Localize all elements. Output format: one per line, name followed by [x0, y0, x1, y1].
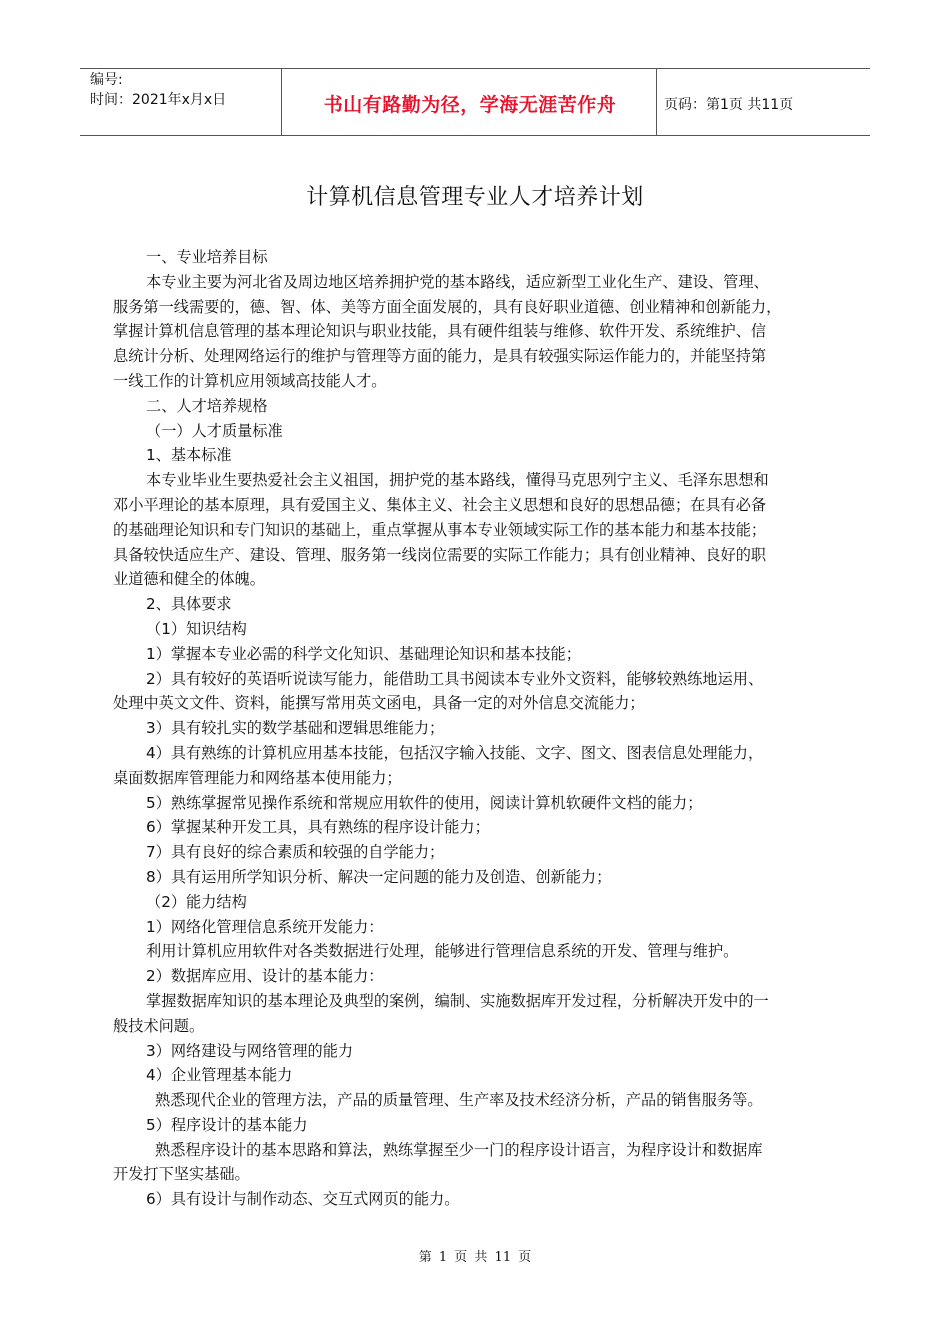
paragraph-line: 一线工作的计算机应用领域高技能人才。	[113, 371, 387, 390]
subsection-heading: （2）能力结构	[146, 892, 247, 911]
list-item: 4）具有熟练的计算机应用基本技能，包括汉字输入技能、文字、图文、图表信息处理能力，	[146, 743, 764, 762]
paragraph-line: 具备较快适应生产、建设、管理、服务第一线岗位需要的实际工作能力；具有创业精神、良好的职	[113, 545, 767, 564]
subsection-heading: 1、基本标准	[146, 446, 232, 465]
list-item: 6）掌握某种开发工具，具有熟练的程序设计能力；	[146, 818, 490, 837]
paragraph-line: 开发打下坚实基础。	[113, 1165, 250, 1184]
header-page-info: 页码：第1页 共11页	[664, 97, 794, 113]
section-heading: 一、专业培养目标	[146, 248, 268, 266]
header-motto: 书山有路勤为径，学海无涯苦作舟	[323, 94, 617, 116]
list-item: 1）掌握本专业必需的科学文化知识、基础理论知识和基本技能；	[146, 644, 581, 663]
subsection-heading: （一）人才质量标准	[146, 421, 283, 440]
paragraph-line: 掌握计算机信息管理的基本理论知识与职业技能，具有硬件组装与维修、软件开发、系统维护、信	[113, 322, 767, 341]
section-heading: 二、人才培养规格	[146, 396, 268, 415]
header-divider-1	[281, 68, 282, 136]
paragraph-line: 本专业主要为河北省及周边地区培养拥护党的基本路线，适应新型工业化生产、建设、管理、	[146, 272, 769, 291]
list-item: 8）具有运用所学知识分析、解决一定问题的能力及创造、创新能力；	[146, 867, 612, 886]
header-date: 时间：2021年x月x日	[90, 92, 227, 108]
subsection-heading: （1）知识结构	[146, 619, 247, 638]
list-item: 6）具有设计与制作动态、交互式网页的能力。	[146, 1190, 460, 1209]
list-item: 7）具有良好的综合素质和较强的自学能力；	[146, 843, 445, 862]
paragraph-line: 本专业毕业生要热爱社会主义祖国，拥护党的基本路线，懂得马克思列宁主义、毛泽东思想和	[146, 471, 769, 490]
paragraph-line: 掌握数据库知识的基本理论及典型的案例，编制、实施数据库开发过程，分析解决开发中的一	[146, 991, 769, 1010]
list-item: 3）网络建设与网络管理的能力	[146, 1041, 354, 1060]
header-meta	[90, 70, 226, 110]
list-item: 4）企业管理基本能力	[146, 1066, 293, 1085]
list-item: 2）数据库应用、设计的基本能力：	[146, 967, 384, 986]
header-divider-2	[656, 68, 657, 136]
list-item: 3）具有较扎实的数学基础和逻辑思维能力；	[146, 719, 445, 738]
paragraph-line: 熟悉现代企业的管理方法，产品的质量管理、生产率及技术经济分析，产品的销售服务等。	[155, 1091, 763, 1110]
paragraph-line: 利用计算机应用软件对各类数据进行处理，能够进行管理信息系统的开发、管理与维护。	[146, 942, 739, 961]
paragraph-line: 桌面数据库管理能力和网络基本使用能力；	[113, 768, 402, 787]
paragraph-line: 业道德和健全的体魄。	[113, 570, 265, 589]
paragraph-line: 般技术问题。	[113, 1016, 205, 1035]
list-item: 1）网络化管理信息系统开发能力：	[146, 917, 384, 936]
paragraph-line: 邓小平理论的基本原理，具有爱国主义、集体主义、社会主义思想和良好的思想品德；在具有必备	[113, 495, 767, 514]
header-bottom-border	[80, 135, 870, 136]
header-number: 编号:	[90, 72, 123, 88]
paragraph-line: 处理中英文文件、资料，能撰写常用英文函电，具备一定的对外信息交流能力；	[113, 694, 645, 713]
page-footer: 第 1 页 共 11 页	[418, 1250, 532, 1265]
paragraph-line: 的基础理论知识和专门知识的基础上，重点掌握从事本专业领域实际工作的基本能力和基本技能；	[113, 520, 767, 539]
header-top-border	[80, 68, 870, 69]
paragraph-line: 熟悉程序设计的基本思路和算法，熟练掌握至少一门的程序设计语言，为程序设计和数据库	[155, 1140, 763, 1159]
document-title: 计算机信息管理专业人才培养计划	[306, 185, 644, 210]
paragraph-line: 服务第一线需要的，德、智、体、美等方面全面发展的，具有良好职业道德、创业精神和创新能力，	[113, 297, 782, 316]
paragraph-line: 息统计分析、处理网络运行的维护与管理等方面的能力，是具有较强实际运作能力的，并能坚持第	[113, 347, 767, 366]
list-item: 5）熟练掌握常见操作系统和常规应用软件的使用，阅读计算机软硬件文档的能力；	[146, 793, 703, 812]
subsection-heading: 2、具体要求	[146, 595, 232, 614]
list-item: 5）程序设计的基本能力	[146, 1115, 308, 1134]
list-item: 2）具有较好的英语听说读写能力，能借助工具书阅读本专业外文资料，能够较熟练地运用、	[146, 669, 764, 688]
document-body	[113, 245, 843, 1212]
